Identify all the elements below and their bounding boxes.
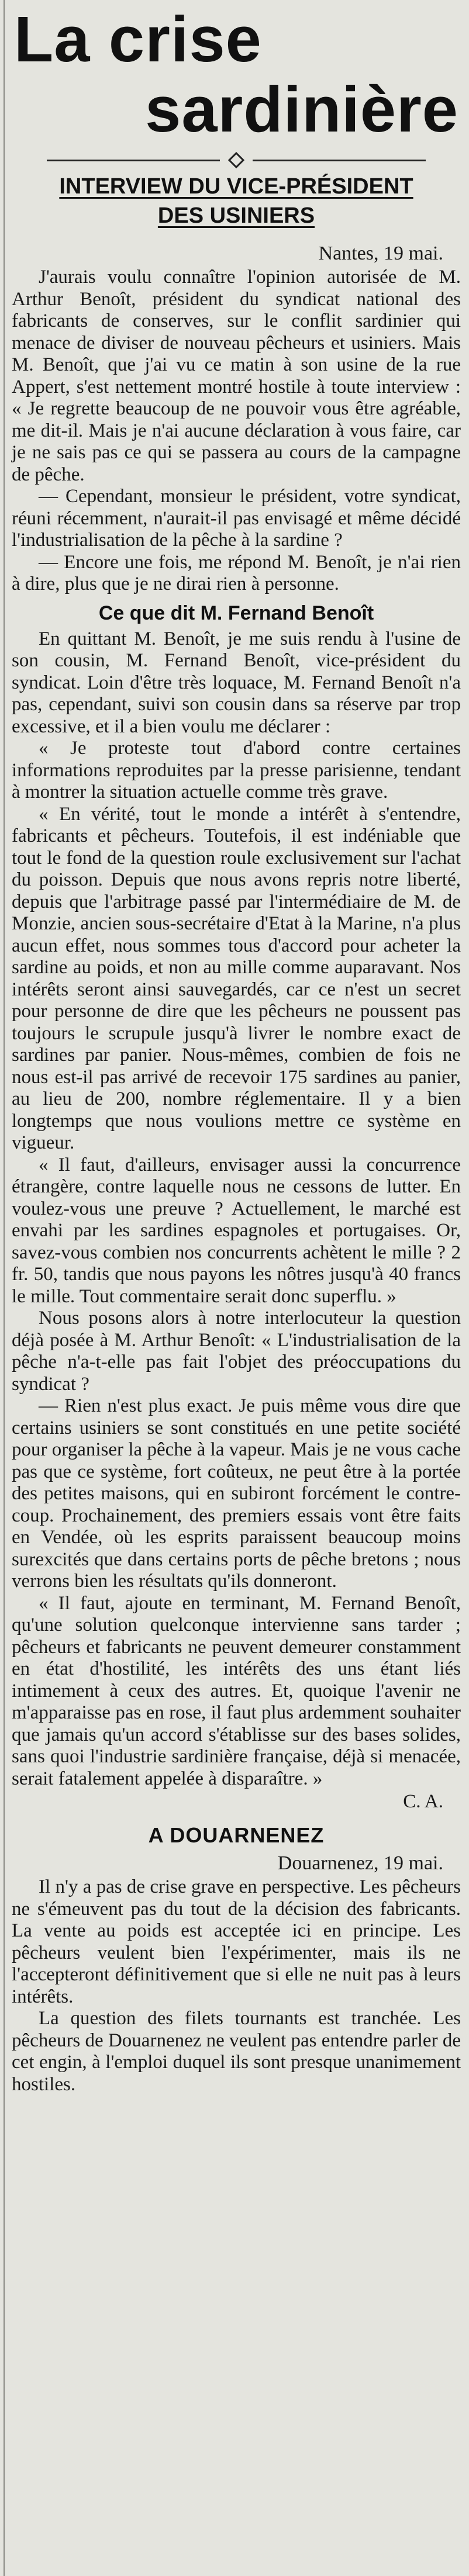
section-heading: Ce que dit M. Fernand Benoît xyxy=(98,601,374,624)
paragraph: — Rien n'est plus exact. Je puis même vous dire que certains usiniers se sont constitués en une petite société pour organiser la pêche à la vapeur. Mais je ne vous cache pas que ce système, fort coûteux, ne peut être à la portée des petites maisons, qui en subiront forcément le contre-coup. Prochainement, des premiers essais vont être faits en Vendée, où les esprits paraissent beaucoup moins surexcités que dans certains ports de pêche bretons ; nous verrons bien les résultats qu'ils donneront. xyxy=(12,1395,461,1592)
paragraph: Nous posons alors à notre interlocuteur la question déjà posée à M. Arthur Benoît: « L'industrialisation de la pêche n'a-t-elle pas fait l'objet des préoccupations du syndicat ? xyxy=(12,1308,461,1395)
paragraph: — Cependant, monsieur le président, votre syndicat, réuni récemment, n'aurait-il pas envisagé et même décidé l'industrialisation de la pêche à la sardine ? xyxy=(12,486,461,551)
paragraph: — Encore une fois, me répond M. Benoît, je n'ai rien à dire, plus que je ne dirai rien à personne. xyxy=(12,551,461,594)
paragraph: Il n'y a pas de crise grave en perspective. Les pêcheurs ne s'émeuvent pas du tout de la décision des fabricants. La vente au poids est acceptée ici en principe. Les pêcheurs veulent bien l'expérimenter, mais ils ne l'accepteront définitivement que si elle ne nuit pas à leurs intérêts. xyxy=(12,1876,461,2007)
headline-line-1: La crise xyxy=(14,4,262,75)
paragraph: « En vérité, tout le monde a intérêt à s'entendre, fabricants et pêcheurs. Toutefois, il est indéniable que tout le fond de la question roule exclusivement sur l'achat du poisson. Depuis que nous avons repris notre liberté, depuis que l'arbitrage passé par l'intermédiaire de M. de Monzie, ancien sous-secrétaire d'Etat à la Marine, n'a plus aucun effet, nous sommes tous d'accord pour acheter la sardine au poids, et non au mille comme auparavant. Nos intérêts seront ainsi sauvegardés, car ce n'est un secret pour personne de dire que les pêcheurs ne poussent pas toujours le scrupule jusqu'à livrer le nombre exact de sardines par panier. Nous-mêmes, combien de fois ne nous est-il pas arrivé de recevoir 175 sardines au panier, au lieu de 200, nombre réglementaire. Il y a bien longtemps que nous voulions mettre ce système en vigueur. xyxy=(12,803,461,1153)
paragraph: J'aurais voulu connaître l'opinion autorisée de M. Arthur Benoît, président du syndicat national des fabricants de conserves, sur le conflit sardinier qui menace de diviser de nouveau pêcheurs et usiniers. Mais M. Benoît, que j'ai vu ce matin à son usine de la rue Appert, s'est nettement montré hostile à toute interview : « Je regrette beaucoup de ne pouvoir vous être agréable, me dit-il. Mais je n'ai aucune déclaration à vous faire, car je ne sais pas ce qui se passera au cours de la campagne de pêche. xyxy=(12,267,461,485)
headline-line-2: sardinière xyxy=(145,74,458,146)
paragraph: « Je proteste tout d'abord contre certaines informations reproduites par la presse parisienne, tendant à montrer la situation actuelle comme très grave. xyxy=(12,738,461,803)
author-signature: C. A. xyxy=(403,1791,443,1812)
subheadline xyxy=(12,172,461,230)
dateline: Nantes, 19 mai. xyxy=(318,243,443,264)
paragraph: La question des filets tournants est tranchée. Les pêcheurs de Douarnenez ne veulent pas entendre parler de cet engin, à l'emploi duquel ils sont presque unanimement hostiles. xyxy=(12,2008,461,2095)
paragraph: En quittant M. Benoît, je me suis rendu à l'usine de son cousin, M. Fernand Benoît, vice-président du syndicat. Loin d'être très loquace, M. Fernand Benoît n'a pas, cependant, suivi son cousin dans sa réserve par trop excessive, et il a bien voulu me déclarer : xyxy=(12,628,461,737)
paragraph: « Il faut, ajoute en terminant, M. Fernand Benoît, qu'une solution quelconque intervienne sans tarder ; pêcheurs et fabricants ne peuvent demeurer constamment en état d'hostilité, les intérêts des uns étant liés intimement à ceux des autres. Et, quoique l'avenir ne m'apparaisse pas en rose, il faut plus ardemment souhaiter que jamais qu'un accord s'établisse sur des bases solides, sans quoi l'industrie sardinière française, déjà si menacée, serait fatalement appelée à disparaître. » xyxy=(12,1592,461,1789)
dateline: Douarnenez, 19 mai. xyxy=(277,1852,443,1874)
article-body xyxy=(12,267,461,596)
ornament-divider xyxy=(47,153,426,167)
section-body xyxy=(12,628,461,1790)
paragraph: « Il faut, d'ailleurs, envisager aussi la concurrence étrangère, contre laquelle nous ne cessons de lutter. En voulez-vous une preuve ? Actuellement, le marché est envahi par les sardines espagnoles et portugaises. Or, savez-vous combien nos concurrents achètent le mille ? 2 fr. 50, tandis que nous payons les nôtres jusqu'à 40 francs le mille. Tout commentaire serait donc superflu. » xyxy=(12,1154,461,1307)
subheadline-line-1: INTERVIEW DU VICE-PRÉSIDENT xyxy=(59,174,413,199)
column-rule xyxy=(4,0,5,2576)
section-heading: A DOUARNENEZ xyxy=(148,1823,325,1847)
section-body xyxy=(12,1876,461,2096)
ornament-line-left xyxy=(47,160,220,161)
ornament-line-right xyxy=(253,160,426,161)
subheadline-line-2: DES USINIERS xyxy=(157,203,315,228)
diamond-icon xyxy=(228,152,244,168)
headline xyxy=(12,5,461,145)
